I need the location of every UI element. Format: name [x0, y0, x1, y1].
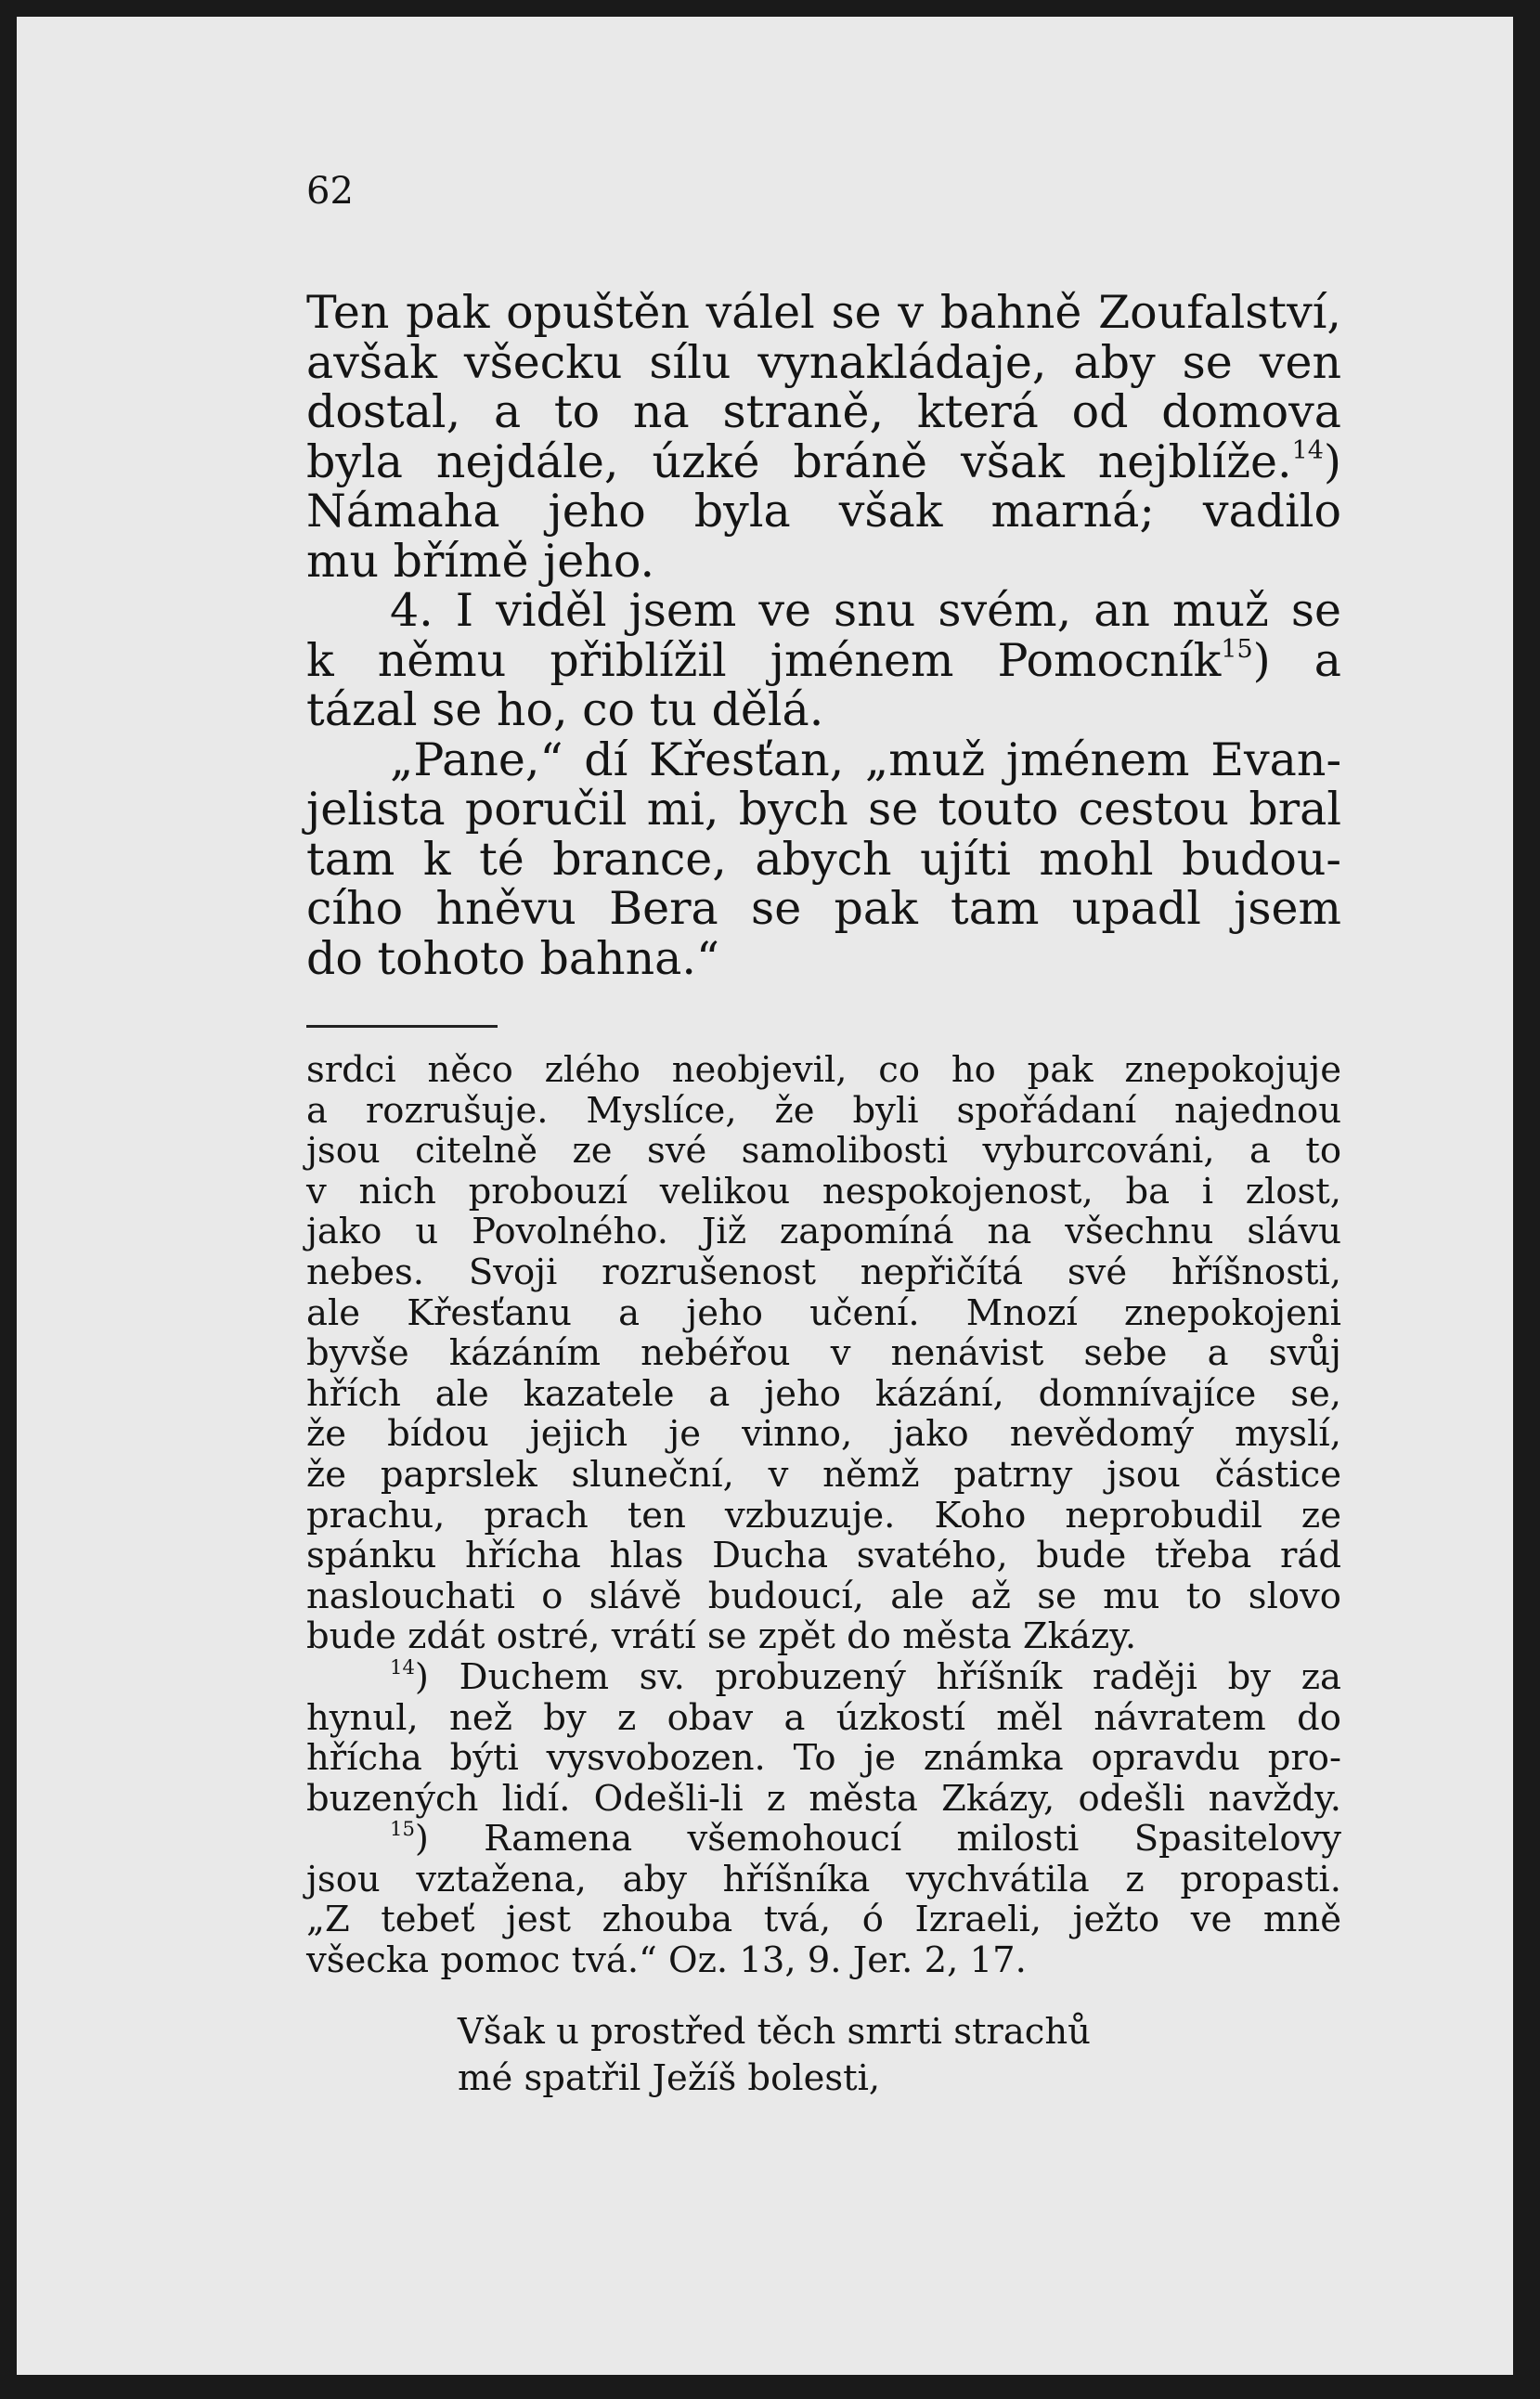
footnote-line: v nich probouzí velikou nespokojenost, ba i zlost,	[306, 1170, 1341, 1212]
footnote-line: ale Křesťanu a jeho učení. Mnozí znepokojeni	[306, 1291, 1341, 1334]
text-line: cího hněvu Bera se pak tam upadl jsem	[306, 882, 1341, 935]
text-line: Ten pak opuštěn válel se v bahně Zoufalství,	[306, 286, 1341, 339]
verse-line: Však u prostřed těch smrti strachů	[458, 2011, 1091, 2053]
footnote-line: spánku hřícha hlas Ducha svatého, bude třeba rád	[306, 1535, 1341, 1577]
footnote-line: naslouchati o slávě budoucí, ale až se mu to slovo	[306, 1575, 1341, 1617]
footnote-line: jako u Povolného. Již zapomíná na všechnu slávu	[306, 1211, 1341, 1253]
text-line: jelista poručil mi, bych se touto cestou bral	[306, 783, 1341, 836]
main-text	[306, 288, 1341, 983]
footnote-line: srdci něco zlého neobjevil, co ho pak znepokojuje	[306, 1049, 1341, 1091]
footnote-line: všecka pomoc tvá.“ Oz. 13, 9. Jer. 2, 17.	[306, 1939, 1027, 1982]
text-line: Námaha jeho byla však marná; vadilo	[306, 485, 1341, 538]
footnote-number: 14	[390, 1655, 415, 1679]
footnote-ref: 15	[1221, 634, 1253, 664]
text-line: avšak všecku sílu vynakládaje, aby se ven	[306, 335, 1341, 389]
verse-line: mé spatřil Ježíš bolesti,	[458, 2057, 881, 2099]
poem-verse	[458, 2009, 1091, 2102]
footnote-line: a rozrušuje. Myslíce, že byli spořádaní najednou	[306, 1089, 1341, 1132]
footnote-number: 15	[390, 1817, 415, 1841]
footnote-line: jsou vztažena, aby hříšníka vychvátila z propasti.	[306, 1858, 1341, 1900]
footnote-start: $^{14}$) Duchem sv. probuzený hříšník raději by za	[390, 1655, 1341, 1698]
footnote-line: buzených lidí. Odešli-li z města Zkázy, odešli navždy.	[306, 1777, 1341, 1820]
footnote-line: jsou citelně ze své samolibosti vyburcováni, a to	[306, 1130, 1341, 1173]
paragraph-start: „Pane,“ dí Křesťan, „muž jménem Evan-	[390, 733, 1341, 786]
text-line: k němu přiblížil jménem Pomocník$^{15}$) a	[306, 633, 1341, 687]
text-line: mu břímě jeho.	[306, 534, 655, 588]
footnote-line: hřích ale kazatele a jeho kázání, domnívajíce se,	[306, 1372, 1341, 1415]
text-line: do tohoto bahna.“	[306, 931, 719, 985]
footnote-separator	[306, 1025, 498, 1028]
text-line: tam k té brance, abych ujíti mohl budou-	[306, 832, 1341, 886]
text-line: byla nejdále, úzké bráně však nejblíže.$^{14}$)	[306, 434, 1341, 488]
footnotes	[306, 1050, 1341, 1981]
footnote-line: byvše kázáním nebéřou v nenávist sebe a svůj	[306, 1332, 1341, 1375]
footnote-line: nebes. Svoji rozrušenost nepřičítá své hříšnosti,	[306, 1251, 1341, 1293]
footnote-line: prachu, prach ten vzbuzuje. Koho neprobudil ze	[306, 1494, 1341, 1537]
footnote-line: že bídou jejich je vinno, jako nevědomý myslí,	[306, 1413, 1341, 1456]
paragraph-start: 4. I viděl jsem ve snu svém, an muž se	[390, 584, 1341, 637]
page-number: 62	[306, 170, 354, 213]
book-page	[17, 17, 1513, 2375]
text-line: dostal, a to na straně, která od domova	[306, 385, 1341, 438]
footnote-ref: 14	[1291, 435, 1324, 465]
footnote-line: bude zdát ostré, vrátí se zpět do města Zkázy.	[306, 1615, 1137, 1658]
footnote-line: že paprslek sluneční, v němž patrny jsou částice	[306, 1453, 1341, 1496]
footnote-start: $^{15}$) Ramena všemohoucí milosti Spasitelovy	[390, 1817, 1341, 1861]
footnote-line: „Z tebeť jest zhouba tvá, ó Izraeli, ježto ve mně	[306, 1899, 1341, 1941]
text-line: tázal se ho, co tu dělá.	[306, 683, 824, 736]
footnote-line: hřícha býti vysvobozen. To je známka opravdu pro-	[306, 1737, 1341, 1780]
footnote-line: hynul, než by z obav a úzkostí měl návratem do	[306, 1696, 1341, 1739]
